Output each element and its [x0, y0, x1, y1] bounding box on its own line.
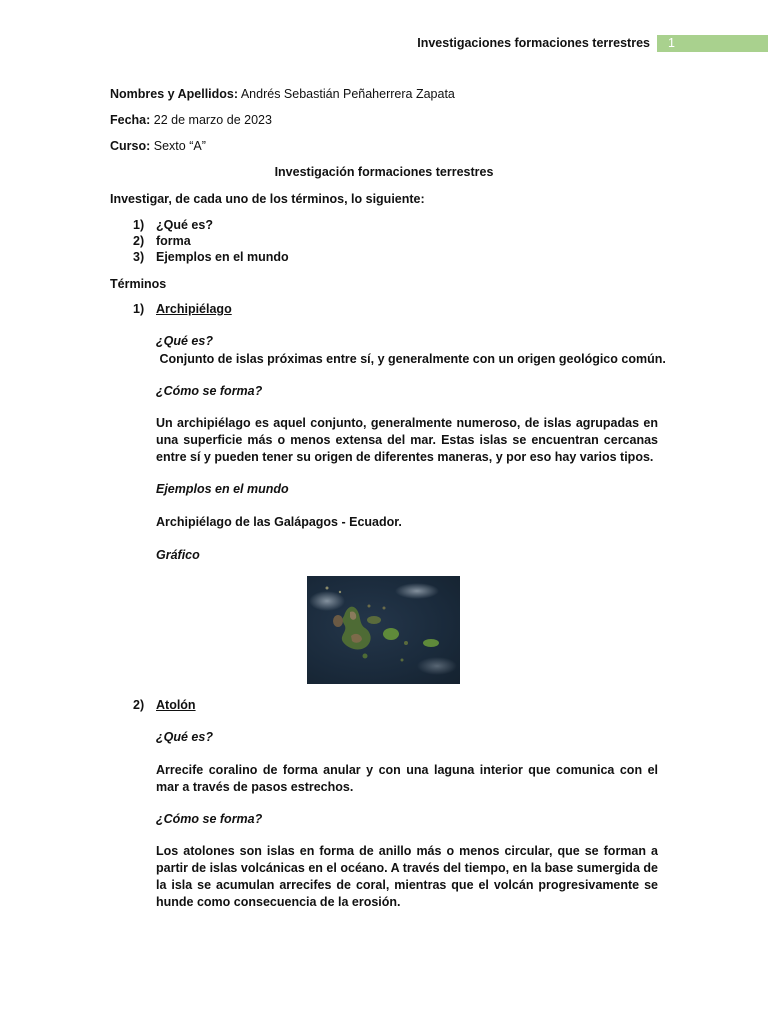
question-number: 1): [133, 218, 145, 232]
names-value: Andrés Sebastián Peñaherrera Zapata: [240, 87, 455, 101]
examples-label: Ejemplos en el mundo: [156, 482, 289, 496]
date-value: 22 de marzo de 2023: [153, 113, 272, 127]
examples-text: Archipiélago de las Galápagos - Ecuador.: [156, 515, 402, 529]
how-text: Los atolones son islas en forma de anillo más o menos circular, que se forman a partir de islas volcánicas en el océano. A través del tiempo, en la base sumergida de la isla se acumulan arrecifes de coral, mientras que el volcán progresivamente se hunde como consecuencia de la erosión.: [156, 844, 658, 909]
question-item: ¿Qué es?: [156, 218, 213, 232]
term-name: Atolón: [156, 698, 196, 712]
graphic-label: Gráfico: [156, 548, 200, 562]
names-label: Nombres y Apellidos:: [110, 87, 239, 101]
course-line: [110, 139, 206, 153]
document-title: Investigación formaciones terrestres: [274, 165, 494, 179]
what-label: ¿Qué es?: [156, 334, 213, 348]
what-text: Conjunto de islas próximas entre sí, y generalmente con un origen geológico común.: [156, 352, 666, 366]
what-text: Arrecife coralino de forma anular y con una laguna interior que comunica con el mar a través de pasos estrechos.: [156, 763, 658, 794]
question-item: Ejemplos en el mundo: [156, 250, 289, 264]
how-text: Un archipiélago es aquel conjunto, generalmente numeroso, de islas agrupadas en una superficie más o menos extensa del mar. Estas islas se encuentran cercanas entre sí y pueden tener su origen de diferentes maneras, y por eso hay varios tipos.: [156, 416, 658, 464]
question-number: 2): [133, 234, 145, 248]
term-name: Archipiélago: [156, 302, 232, 316]
date-label: Fecha:: [110, 113, 151, 127]
galapagos-satellite-image: [307, 576, 460, 684]
term-number: 1): [133, 302, 145, 316]
instruction: Investigar, de cada uno de los términos, lo siguiente:: [110, 192, 425, 206]
header-title: Investigaciones formaciones terrestres: [417, 36, 650, 50]
what-label: ¿Qué es?: [156, 730, 213, 744]
terms-heading: Términos: [110, 277, 167, 291]
course-label: Curso:: [110, 139, 151, 153]
page-number: 1: [657, 35, 768, 52]
question-number: 3): [133, 250, 145, 264]
names-line: [110, 87, 455, 101]
galapagos-islands-drawing: [307, 576, 460, 684]
course-value: Sexto “A”: [153, 139, 206, 153]
date-line: [110, 113, 272, 127]
how-label: ¿Cómo se forma?: [156, 812, 263, 826]
how-label: ¿Cómo se forma?: [156, 384, 263, 398]
term-number: 2): [133, 698, 145, 712]
question-item: forma: [156, 234, 191, 248]
